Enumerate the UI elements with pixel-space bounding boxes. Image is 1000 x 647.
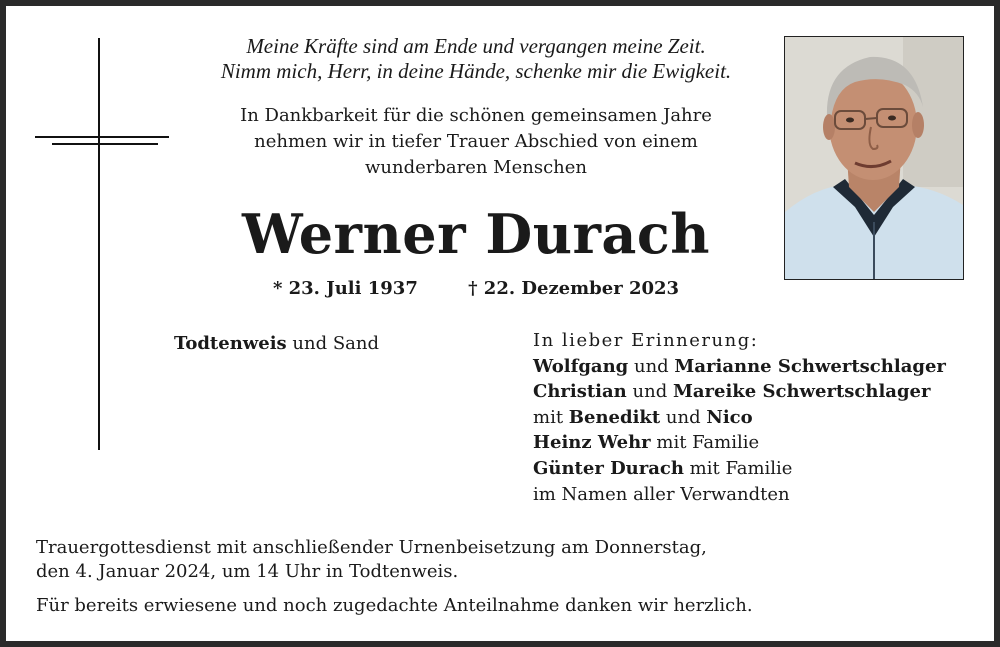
mourner-line-4: Heinz Wehr mit Familie bbox=[533, 432, 760, 454]
intro-text bbox=[166, 103, 786, 181]
mourner-line-6: im Namen aller Verwandten bbox=[533, 483, 790, 505]
thanks-line: Für bereits erwiesene und noch zugedachte Anteilnahme danken wir herzlich. bbox=[36, 595, 753, 616]
mourner-line-1: Wolfgang und Marianne Schwertschlager bbox=[533, 355, 946, 377]
portrait-photo bbox=[784, 36, 964, 280]
cross-vertical-bar bbox=[98, 38, 100, 450]
life-dates bbox=[166, 278, 786, 300]
mourners-list bbox=[533, 328, 946, 507]
service-line-2: den 4. Januar 2024, um 14 Uhr in Todtenweis. bbox=[36, 561, 459, 582]
portrait-illustration bbox=[785, 37, 963, 279]
place-bold: Todtenweis bbox=[174, 333, 287, 354]
mourner-line-2: Christian und Mareike Schwertschlager bbox=[533, 381, 931, 403]
obituary-notice bbox=[6, 6, 994, 641]
intro-line-3: wunderbaren Menschen bbox=[364, 157, 588, 178]
mourner-line-5: Günter Durach mit Familie bbox=[533, 457, 793, 479]
cross-horizontal-bar-lower bbox=[52, 143, 158, 145]
death-date: † 22. Dezember 2023 bbox=[468, 278, 680, 299]
cross-horizontal-bar bbox=[35, 136, 169, 138]
service-info bbox=[36, 536, 707, 584]
poem-line-1: Meine Kräfte sind am Ende und vergangen meine Zeit. bbox=[246, 34, 706, 58]
place-rest: und Sand bbox=[286, 333, 380, 354]
poem-line-2: Nimm mich, Herr, in deine Hände, schenke mir die Ewigkeit. bbox=[220, 59, 732, 83]
birth-date: * 23. Juli 1937 bbox=[272, 278, 418, 299]
deceased-name: Werner Durach bbox=[241, 202, 711, 266]
intro-line-1: In Dankbarkeit für die schönen gemeinsamen Jahre bbox=[240, 105, 712, 126]
mourners-heading: In lieber Erinnerung: bbox=[533, 330, 759, 351]
place-line bbox=[174, 331, 379, 357]
mourner-line-3: mit Benedikt und Nico bbox=[533, 406, 753, 428]
poem-verse bbox=[166, 34, 786, 84]
service-line-1: Trauergottesdienst mit anschließender Urnenbeisetzung am Donnerstag, bbox=[36, 537, 707, 558]
intro-line-2: nehmen wir in tiefer Trauer Abschied von einem bbox=[254, 131, 698, 152]
